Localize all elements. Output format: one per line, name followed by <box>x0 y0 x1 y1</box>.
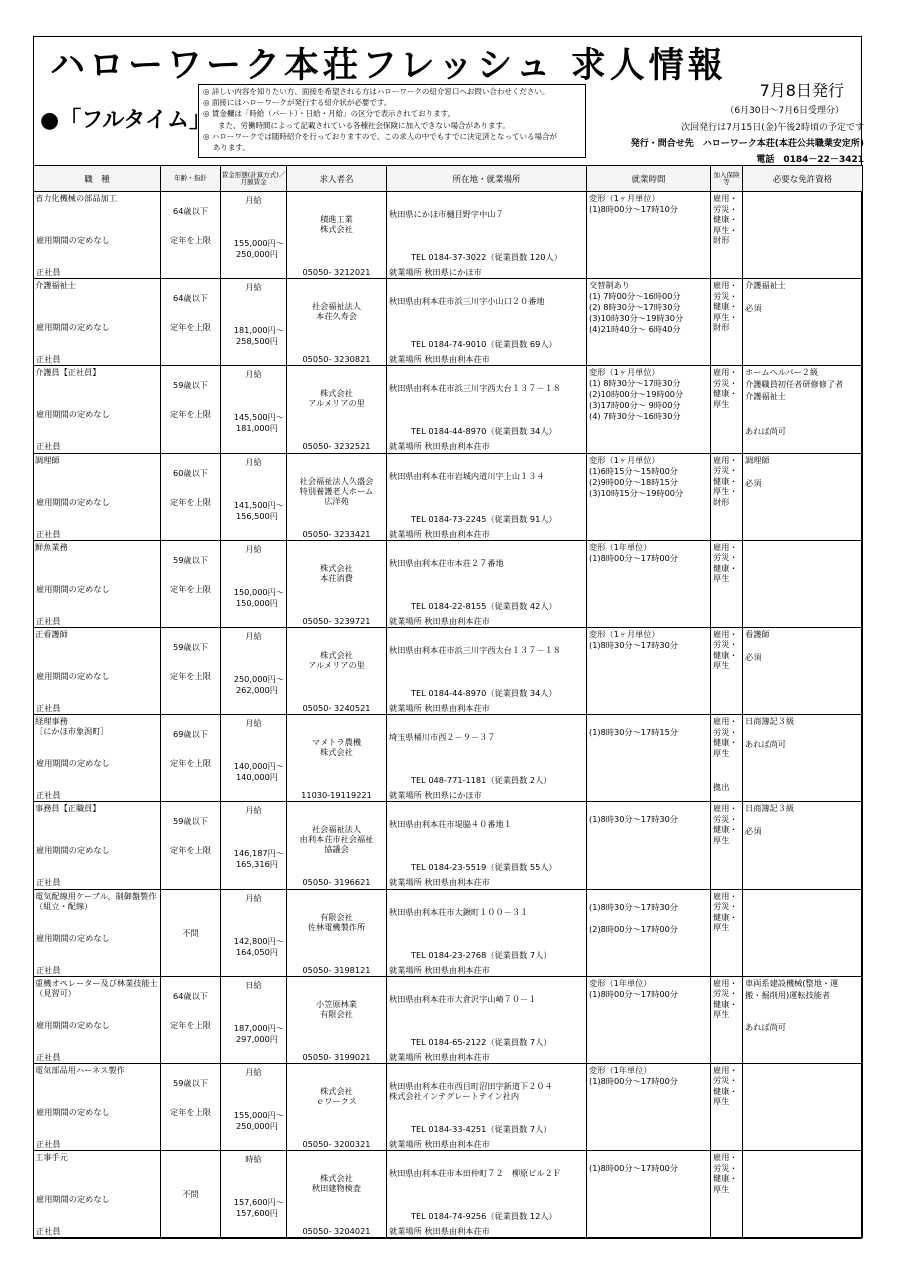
license-line: 必須 <box>745 826 762 837</box>
employment-period: 雇用期間の定めなし <box>36 1194 110 1205</box>
telephone: TEL 048-771-1181（従業員数 2人） <box>411 775 552 786</box>
telephone: TEL 0184-44-8970（従業員数 34人） <box>411 426 557 437</box>
license-line: あれば尚可 <box>745 426 786 437</box>
job-title: 正看護師 <box>35 628 68 639</box>
hours-line: (2)8時00分～17時00分 <box>589 923 678 934</box>
hours-line: 変形（1年単位） <box>589 977 652 988</box>
table-row <box>34 802 863 889</box>
note-line: ◎ 詳しい内容を知りたい方、面接を希望される方はハローワークの紹介窓口へお問い合わせください。 <box>203 87 550 96</box>
wage-max: 164,050円 <box>235 946 278 957</box>
age-limit: 69歳以下 <box>173 729 208 740</box>
wage-max: 140,000円 <box>235 772 278 783</box>
insurance: 雇用・労災・健康・厚生 <box>713 803 738 845</box>
address: 秋田県由利本荘市浜三川字小山口２０番地 <box>389 296 545 307</box>
age-limit: 60歳以下 <box>173 467 208 478</box>
telephone: TEL 0184-22-8155（従業員数 42人） <box>411 600 557 611</box>
publisher: 発行・問合せ先 ハローワーク本荘(本荘公共職業安定所) <box>630 139 864 149</box>
retirement: 不問 <box>182 1189 199 1200</box>
employment-type: 正社員 <box>36 267 61 277</box>
job-title: 介護福祉士 <box>35 280 76 291</box>
table-row <box>34 1063 863 1150</box>
retirement: 定年を上限 <box>170 583 211 594</box>
license-line: 搬・掘削用)運転技能者 <box>745 989 831 1000</box>
phone-number: 電話 0184－22－3421 <box>756 155 864 165</box>
wage-max: 250,000円 <box>235 249 278 259</box>
hours-line: 変形（1ヶ月単位） <box>589 193 660 203</box>
table-row <box>34 1151 863 1238</box>
insurance: 雇用・労災・健康・厚生 <box>713 1064 738 1107</box>
address: 秋田県由利本荘市岩城内道川字上山１３４ <box>389 470 545 481</box>
hours-line: (3)10時30分～19時30分 <box>589 313 684 324</box>
pay-type: 月給 <box>245 456 262 467</box>
table-row <box>34 627 863 714</box>
retirement: 定年を上限 <box>170 322 211 333</box>
employment-type: 正社員 <box>36 441 61 452</box>
employment-period: 雇用期間の定めなし <box>36 1106 110 1117</box>
hours-line: 変形（1年単位） <box>589 1064 652 1075</box>
employment-period: 雇用期間の定めなし <box>36 409 110 420</box>
employer-name: 社会福祉法人久盛会 特別養護老人ホーム 広洋苑 <box>299 475 374 506</box>
wage-min: 146,187円～ <box>233 848 284 859</box>
employment-period: 雇用期間の定めなし <box>36 322 110 333</box>
pay-type: 月給 <box>245 369 262 380</box>
table-row <box>34 366 863 453</box>
pay-type: 月給 <box>245 718 262 729</box>
insurance: 雇用・労災・健康・厚生 <box>713 716 738 758</box>
hours-line: (1)8時30分～17時30分 <box>589 901 678 912</box>
hours-line: (4) 7時30分～16時30分 <box>589 411 681 422</box>
employment-type: 正社員 <box>36 877 61 888</box>
age-limit: 64歳以下 <box>173 206 208 216</box>
employer-name: 社会福祉法人 本荘久寿会 <box>311 301 362 322</box>
address: 秋田県由利本荘市浜三川字西大台１３７－１８ <box>389 383 561 394</box>
job-id: 05050- 3200321 <box>302 1138 371 1149</box>
job-id: 05050- 3198121 <box>302 964 371 975</box>
table-row <box>34 453 863 540</box>
note-line: ◎ 賃金欄は「時給（パート）・日給・月給」の区分で表示されております。 <box>203 109 456 119</box>
employment-type: 正社員 <box>36 354 61 365</box>
job-title: 電気配線用ケーブル、制御盤製作（組立・配線） <box>35 890 157 911</box>
hours-line: (2) 8時30分～17時30分 <box>589 302 681 313</box>
insurance: 雇用・労災・健康・厚生 <box>713 628 738 671</box>
employer-name: 株式会社 アルメリアの里 <box>308 649 365 670</box>
retirement: 定年を上限 <box>170 496 211 507</box>
wage-min: 155,000円～ <box>233 238 284 248</box>
retirement: 定年を上限 <box>170 235 211 245</box>
telephone: TEL 0184-33-4251（従業員数 7人） <box>411 1123 552 1134</box>
wage-max: 258,500円 <box>235 336 278 347</box>
address: 秋田県由利本荘市浜三川字西大台１３７－１８ <box>389 644 561 655</box>
job-title: 調理師 <box>35 454 60 465</box>
insurance: 雇用・労災・健康・厚生 <box>713 541 738 584</box>
workplace: 就業場所 秋田県由利本荘市 <box>389 354 490 365</box>
table-header-row <box>34 166 863 192</box>
pay-type: 月給 <box>245 892 262 903</box>
job-title: 工事手元 <box>35 1152 68 1163</box>
address: 秋田県由利本荘市本田仲町７２ 柳原ビル２Ｆ <box>389 1168 561 1179</box>
age-limit: 59歳以下 <box>173 816 208 827</box>
employer-name: 積進工業 株式会社 <box>320 214 353 234</box>
address: 秋田県由利本荘市本荘２７番地 <box>389 557 504 568</box>
license-line: 必須 <box>745 651 762 662</box>
retirement: 不問 <box>182 927 199 938</box>
workplace: 就業場所 秋田県由利本荘市 <box>389 877 490 888</box>
wage-min: 157,600円～ <box>233 1197 284 1208</box>
workplace: 就業場所 秋田県由利本荘市 <box>389 441 490 452</box>
pay-type: 月給 <box>245 282 262 293</box>
insurance: 雇用・労災・健康・厚生 <box>713 890 738 932</box>
employment-period: 雇用期間の定めなし <box>36 583 110 594</box>
insurance: 雇用・労災・健康・厚生・財形 <box>713 193 738 245</box>
job-title: 電気部品用ハーネス製作 <box>35 1064 125 1075</box>
note-line: ◎ 面接にはハローワークが発行する紹介状が必要です。 <box>203 98 392 108</box>
note-line: ◎ ハローワークでは随時紹介を行っておりますので、この求人の中でもすでに決定済となっている場合が <box>203 131 558 141</box>
pay-type: 月給 <box>245 195 262 205</box>
job-title: 重機オペレーター及び林業技能士（見習可） <box>35 977 158 998</box>
job-id: 05050- 3212021 <box>302 267 371 277</box>
table-row <box>34 540 863 627</box>
telephone: TEL 0184-23-5519（従業員数 55人） <box>411 862 557 873</box>
table-row <box>34 192 863 279</box>
employment-period: 雇用期間の定めなし <box>36 235 110 245</box>
job-id: 05050- 3232521 <box>302 441 371 452</box>
job-id: 05050- 3196621 <box>302 877 371 888</box>
pay-type: 日給 <box>245 979 262 990</box>
next-issue: 次回発行は7月15日(金)午後2時頃の予定です <box>681 123 864 133</box>
pay-type: 月給 <box>245 630 262 641</box>
hours-line: (2)9時00分～18時15分 <box>589 476 678 487</box>
wage-max: 150,000円 <box>235 597 278 608</box>
job-id: 05050- 3239721 <box>302 615 371 626</box>
employer-name: 社会福祉法人 由利本荘市社会福祉 協議会 <box>299 824 374 855</box>
wage-min: 145,500円～ <box>233 412 284 423</box>
hours-line: (3)10時15分～19時00分 <box>589 487 684 498</box>
pay-type: 月給 <box>245 543 262 554</box>
employer-name: 株式会社 本荘消費 <box>320 562 353 583</box>
col-hours: 就業時間 <box>587 166 711 192</box>
employment-period: 雇用期間の定めなし <box>36 932 110 943</box>
workplace: 就業場所 秋田県由利本荘市 <box>389 702 490 713</box>
wage-min: 150,000円～ <box>233 586 284 597</box>
telephone: TEL 0184-73-2245（従業員数 91人） <box>411 513 557 524</box>
address: 秋田県にかほ市樋目野字中山７ <box>389 209 504 219</box>
telephone: TEL 0184-37-3022（従業員数 120人） <box>411 252 562 262</box>
employment-type: 正社員 <box>36 1138 61 1149</box>
hours-line: 交替制あり <box>589 280 630 291</box>
telephone: TEL 0184-74-9256（従業員数 12人） <box>411 1211 557 1222</box>
table-row <box>34 976 863 1063</box>
workplace: 就業場所 秋田県由利本荘市 <box>389 964 490 975</box>
employer-name: マメトラ農機 株式会社 <box>311 737 362 758</box>
hours-line: (1)8時30分～17時30分 <box>589 814 678 825</box>
wage-min: 141,500円～ <box>233 499 284 510</box>
address: 秋田県由利本荘市大鍬町１００－３１ <box>389 906 529 917</box>
license-line: 介護職員初任者研修修了者 <box>745 379 844 390</box>
jobs-table <box>33 165 863 1238</box>
address: 秋田県由利本荘市西目町沼田字新道下２０４ 株式会社インテグレートテイン社内 <box>389 1080 553 1101</box>
telephone: TEL 0184-65-2122（従業員数 7人） <box>411 1036 552 1047</box>
workplace: 就業場所 秋田県にかほ市 <box>389 790 482 801</box>
hours-line: (4)21時40分～ 6時40分 <box>589 324 681 335</box>
insurance: 雇用・労災・健康・厚生 <box>713 367 738 409</box>
telephone: TEL 0184-74-9010（従業員数 69人） <box>411 339 557 350</box>
pay-type: 時給 <box>245 1154 262 1165</box>
employment-type: 正社員 <box>36 964 61 975</box>
employer-name: 有限会社 佐林電機製作所 <box>307 911 366 932</box>
license-line: 介護福祉士 <box>745 280 786 291</box>
workplace: 就業場所 秋田県由利本荘市 <box>389 1051 490 1062</box>
hours-line: (1)8時00分～17時00分 <box>589 1075 678 1086</box>
age-limit: 59歳以下 <box>173 380 208 391</box>
job-id: 05050- 3199021 <box>302 1051 371 1062</box>
insurance: 雇用・労災・健康・厚生 <box>713 1152 738 1194</box>
wage-min: 155,000円～ <box>233 1109 284 1120</box>
col-location: 所在地・就業場所 <box>387 166 587 192</box>
employment-period: 雇用期間の定めなし <box>36 496 110 507</box>
retirement: 定年を上限 <box>170 758 211 769</box>
wage-min: 181,000円～ <box>233 325 284 336</box>
address: 埼玉県桶川市西２－９－３７ <box>389 732 496 743</box>
hours-line: 変形（1ヶ月単位） <box>589 454 660 465</box>
hours-line: (1) 7時00分～16時00分 <box>589 291 681 302</box>
note-line: また、労働時間によって記載されている各種社会保険に加入できない場合があります。 <box>203 120 510 130</box>
license-line: 看護師 <box>745 628 770 639</box>
wage-max: 181,000円 <box>235 423 278 434</box>
table-row <box>34 279 863 366</box>
retirement: 定年を上限 <box>170 409 211 420</box>
retirement: 定年を上限 <box>170 1019 211 1030</box>
job-id: 11030-19119221 <box>301 790 372 801</box>
wage-max: 297,000円 <box>235 1033 278 1044</box>
employer-name: 株式会社 アルメリアの里 <box>308 388 365 409</box>
license-line: 車両系建設機械(整地・運 <box>745 977 839 988</box>
hours-line: (1)8時00分～17時00分 <box>589 552 678 563</box>
address: 秋田県由利本荘市堤脇４０番地１ <box>389 819 512 830</box>
insurance: 雇用・労災・健康・厚生・財形 <box>713 454 738 507</box>
table-row <box>34 715 863 802</box>
retirement: 定年を上限 <box>170 1106 211 1117</box>
address: 秋田県由利本荘市大倉沢字山崎７０－１ <box>389 993 537 1004</box>
employment-period: 雇用期間の定めなし <box>36 845 110 856</box>
workplace: 就業場所 秋田県にかほ市 <box>389 267 482 277</box>
pay-type: 月給 <box>245 805 262 816</box>
table-row <box>34 889 863 976</box>
wage-min: 140,000円～ <box>233 761 284 772</box>
license-line: あれば尚可 <box>745 739 786 750</box>
hours-line: (1)8時00分～17時10分 <box>589 204 678 214</box>
employer-name: 小笠原林業 有限会社 <box>316 998 357 1019</box>
insurance-extra: 拠出 <box>713 782 730 793</box>
job-id: 05050- 3240521 <box>302 702 371 713</box>
license-line: 調理師 <box>745 454 770 465</box>
workplace: 就業場所 秋田県由利本荘市 <box>389 1226 490 1237</box>
note-line: あります。 <box>203 143 250 153</box>
employer-name: 株式会社 秋田建物検査 <box>311 1173 362 1194</box>
hours-line: (1)8時00分～17時00分 <box>589 988 678 999</box>
employment-type: 正社員 <box>36 528 61 539</box>
employment-period: 雇用期間の定めなし <box>36 758 110 769</box>
hours-line: (3)17時00分～ 9時00分 <box>589 400 681 411</box>
telephone: TEL 0184-23-2768（従業員数 7人） <box>411 949 552 960</box>
license-line: 必須 <box>745 477 762 488</box>
issue-date: 7月8日発行 <box>759 81 844 100</box>
page-title: ハローワーク本荘フレッシュ 求人情報 <box>50 46 727 86</box>
job-id: 05050- 3204021 <box>302 1226 371 1237</box>
col-age: 年齢・指針 <box>161 166 221 192</box>
fulltime-label: ●「フルタイム」 <box>40 108 211 133</box>
age-limit: 59歳以下 <box>173 1077 208 1088</box>
job-title: 鮮魚業務 <box>35 541 68 552</box>
wage-min: 142,800円～ <box>233 935 284 946</box>
hours-line: (1)8時30分～17時30分 <box>589 639 678 650</box>
employment-type: 正社員 <box>36 790 61 801</box>
job-title: 事務員【正職員】 <box>35 803 101 814</box>
employment-period: 雇用期間の定めなし <box>36 1019 110 1030</box>
insurance: 雇用・労災・健康・厚生・財形 <box>713 280 738 333</box>
notes-box <box>198 84 586 158</box>
col-license: 必要な免許資格 <box>743 166 863 192</box>
wage-max: 165,316円 <box>235 859 278 870</box>
insurance: 雇用・労災・健康・厚生 <box>713 977 738 1020</box>
job-id: 05050- 3233421 <box>302 528 371 539</box>
hours-line: (1)6時15分～15時00分 <box>589 465 678 476</box>
hours-line: 変形（1ヶ月単位） <box>589 628 660 639</box>
col-insurance: 加入保険等 <box>711 166 743 192</box>
hours-line: (1)8時30分～17時15分 <box>589 727 678 738</box>
license-line: 日商簿記３級 <box>745 803 795 814</box>
hours-line: 変形（1ヶ月単位） <box>589 367 660 378</box>
wage-max: 250,000円 <box>235 1120 278 1131</box>
employment-period: 雇用期間の定めなし <box>36 670 110 681</box>
date-range: （6月30日～7月6日受理分） <box>725 106 844 116</box>
retirement: 定年を上限 <box>170 670 211 681</box>
telephone: TEL 0184-44-8970（従業員数 34人） <box>411 687 557 698</box>
workplace: 就業場所 秋田県由利本荘市 <box>389 1138 490 1149</box>
job-title: 介護員【正社員】 <box>35 367 101 378</box>
col-employer: 求人者名 <box>287 166 387 192</box>
workplace: 就業場所 秋田県由利本荘市 <box>389 528 490 539</box>
age-limit: 59歳以下 <box>173 554 208 565</box>
hours-line: 変形（1年単位） <box>589 541 652 552</box>
license-line: 日商簿記３級 <box>745 716 795 727</box>
pay-type: 月給 <box>245 1066 262 1077</box>
hours-line: (1) 8時30分～17時30分 <box>589 378 681 389</box>
wage-max: 157,600円 <box>235 1208 278 1219</box>
license-line: ホームヘルパー２級 <box>745 367 819 378</box>
age-limit: 64歳以下 <box>173 990 208 1001</box>
job-id: 05050- 3230821 <box>302 354 371 365</box>
age-limit: 59歳以下 <box>173 641 208 652</box>
col-job-type: 職 種 <box>34 166 161 192</box>
employment-type: 正社員 <box>36 615 61 626</box>
hours-line: (1)8時00分～17時00分 <box>589 1163 678 1174</box>
license-line: 介護福祉士 <box>745 391 786 402</box>
col-wage: 賃金形態(計算方式)／月額賃金 <box>221 166 287 192</box>
wage-max: 156,500円 <box>235 510 278 521</box>
employer-name: 株式会社 ｅワークス <box>316 1085 357 1106</box>
retirement: 定年を上限 <box>170 845 211 856</box>
employment-type: 正社員 <box>36 1226 61 1237</box>
workplace: 就業場所 秋田県由利本荘市 <box>389 615 490 626</box>
license-line: あれば尚可 <box>745 1021 786 1032</box>
age-limit: 64歳以下 <box>173 293 208 304</box>
job-title: 経理事務 ［にかほ市象潟町］ <box>35 716 109 737</box>
hours-line: (2)10時00分～19時00分 <box>589 389 684 400</box>
wage-min: 250,000円～ <box>233 673 284 684</box>
license-line: 必須 <box>745 303 762 314</box>
employment-type: 正社員 <box>36 702 61 713</box>
wage-max: 262,000円 <box>235 684 278 695</box>
wage-min: 187,000円～ <box>233 1022 284 1033</box>
employment-type: 正社員 <box>36 1051 61 1062</box>
job-title: 省力化機械の部品加工 <box>35 193 117 203</box>
